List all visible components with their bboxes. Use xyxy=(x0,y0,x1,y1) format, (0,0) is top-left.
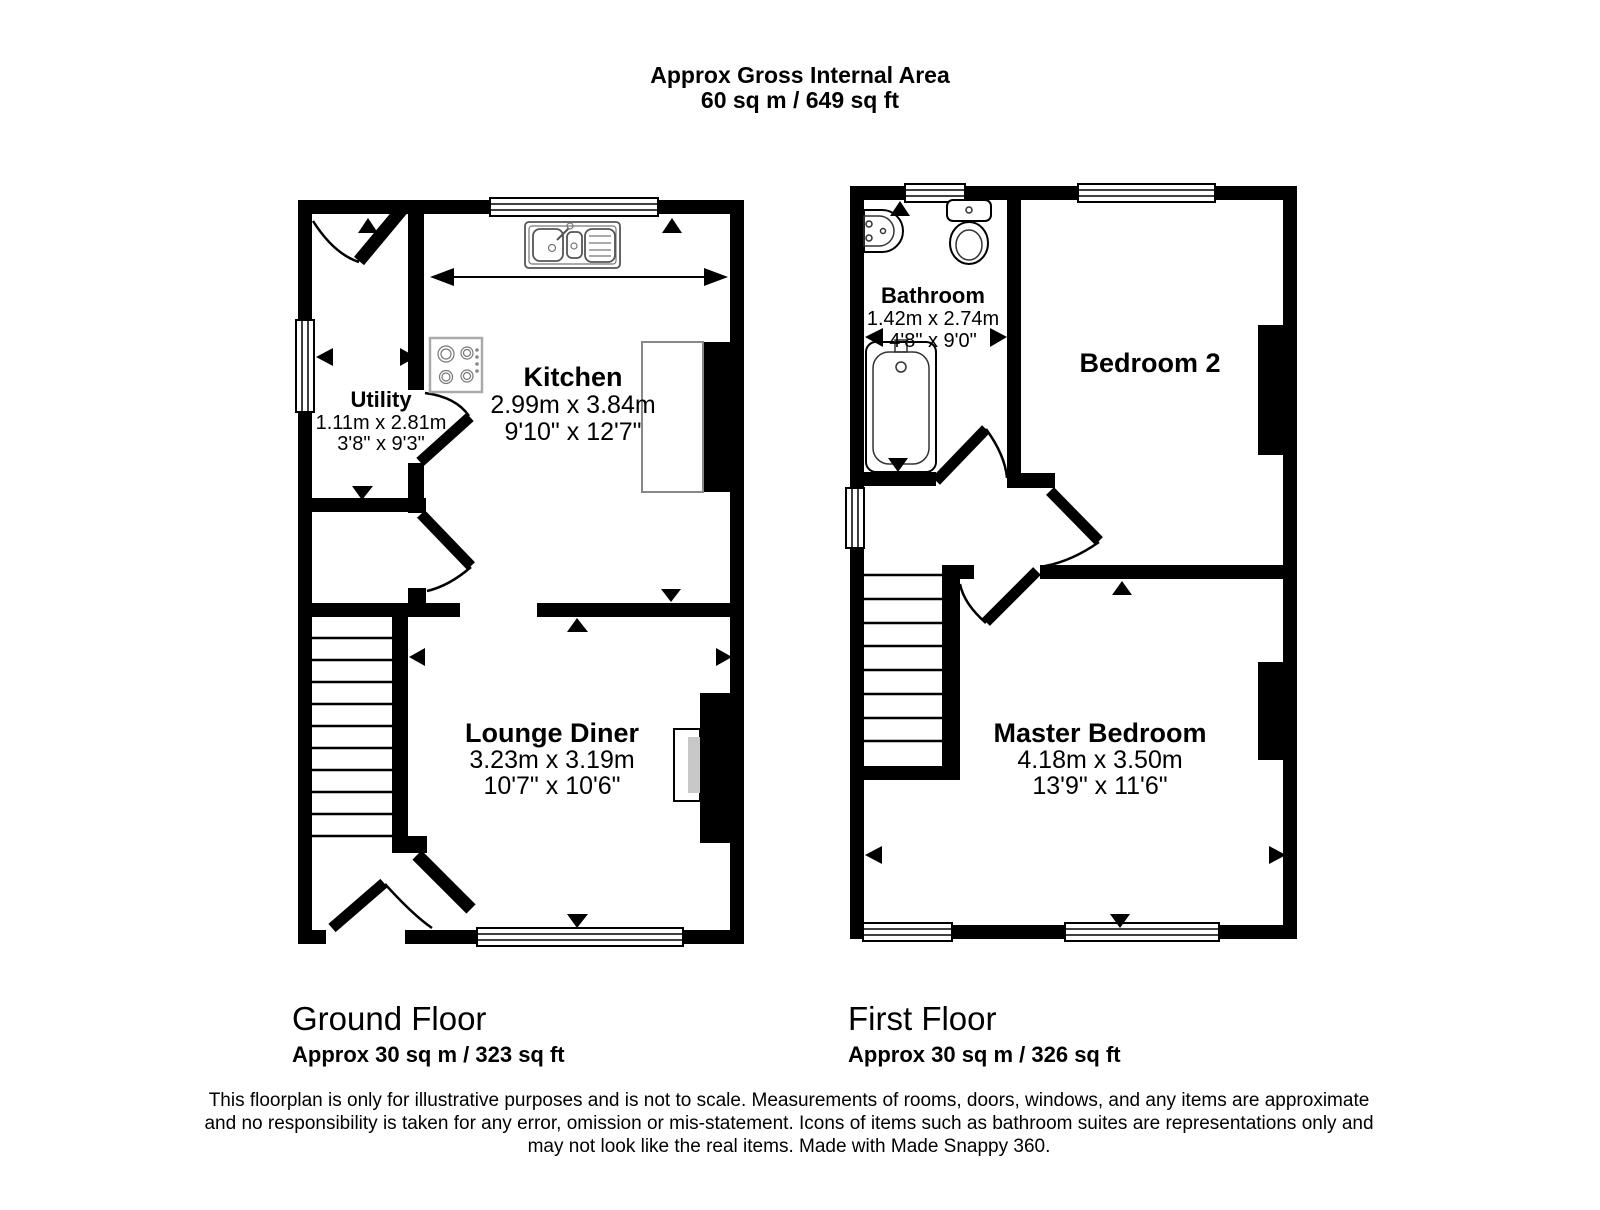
wall-segment xyxy=(1007,200,1021,488)
hob-icon xyxy=(430,338,482,392)
ground-floor-stairs xyxy=(312,638,392,836)
master-metric: 4.18m x 3.50m xyxy=(1017,746,1183,774)
master-window-left xyxy=(863,923,952,941)
kitchen-sink-icon xyxy=(525,222,620,268)
up-triangle xyxy=(890,201,910,216)
ground-floor-windows xyxy=(296,198,683,946)
bathroom-imperial: 4'8" x 9'0" xyxy=(889,330,977,352)
basin-icon xyxy=(864,210,903,252)
kitchen-window xyxy=(490,198,658,216)
bathroom-metric: 1.42m x 2.74m xyxy=(866,308,1000,330)
right-triangle xyxy=(716,648,732,666)
lounge-window xyxy=(477,928,683,946)
kitchen-dimension-arrow xyxy=(430,268,728,286)
lounge-metric: 3.23m x 3.19m xyxy=(469,746,635,774)
ground-floor-title: Ground Floor xyxy=(292,1000,487,1037)
gross-area-value: 60 sq m / 649 sq ft xyxy=(700,87,900,113)
ground-floor-arrows xyxy=(316,218,732,928)
lounge-imperial: 10'7" x 10'6" xyxy=(483,772,621,800)
kitchen-chimney-breast xyxy=(703,342,730,492)
down-triangle xyxy=(352,486,373,500)
left-triangle xyxy=(865,846,882,864)
disclaimer-line3: may not look like the real items. Made with Made Snappy 360. xyxy=(527,1136,1051,1157)
wall-segment xyxy=(852,766,960,780)
wall-segment xyxy=(408,200,424,390)
wall-segment xyxy=(298,200,312,944)
wall-segment xyxy=(850,186,864,939)
bedroom2-window xyxy=(1078,184,1215,202)
utility-metric: 1.11m x 2.81m xyxy=(315,412,447,434)
bathroom-door xyxy=(936,429,1007,481)
angled-wall xyxy=(417,855,471,909)
lounge-door xyxy=(421,514,471,591)
right-triangle xyxy=(990,328,1007,347)
bedroom2-label: Bedroom 2 xyxy=(1079,348,1221,378)
wall-segment xyxy=(392,836,427,853)
first-floor-plan xyxy=(846,184,1297,941)
disclaimer xyxy=(204,1090,1373,1157)
master-window-right xyxy=(1065,923,1219,941)
wall-segment xyxy=(537,603,730,617)
wall-segment xyxy=(312,498,426,512)
bathtub-icon xyxy=(866,340,936,472)
header xyxy=(650,62,950,113)
utility-back-door xyxy=(313,207,404,262)
disclaimer-line2: and no responsibility is taken for any error, omission or mis-statement. Icons of items such as bathroom suites are representations only and xyxy=(204,1113,1374,1134)
down-triangle xyxy=(567,914,588,928)
disclaimer-line1: This floorplan is only for illustrative purposes and is not to scale. Measurements of rooms, doors, windows, and any items are approximate xyxy=(208,1090,1370,1111)
master-imperial: 13'9" x 11'6" xyxy=(1032,772,1168,800)
stairwell-wall xyxy=(942,565,960,780)
footer xyxy=(292,1000,1121,1067)
lounge-label: Lounge Diner xyxy=(465,718,639,748)
up-triangle xyxy=(1112,581,1132,595)
first-floor-title: First Floor xyxy=(848,1000,997,1037)
down-triangle xyxy=(661,589,681,602)
up-triangle xyxy=(662,218,682,233)
fireplace-icon xyxy=(674,729,700,801)
first-floor-area: Approx 30 sq m / 326 sq ft xyxy=(848,1042,1121,1067)
wall-segment xyxy=(1283,186,1297,939)
wall-segment xyxy=(408,588,426,603)
left-triangle xyxy=(316,348,333,366)
lounge-chimney-breast xyxy=(700,693,730,843)
first-floor-stairs xyxy=(864,575,942,741)
bedroom2-chimney-breast xyxy=(1258,325,1283,455)
wall-segment xyxy=(312,603,460,617)
wall-segment xyxy=(1040,565,1297,579)
wall-segment xyxy=(730,200,744,944)
kitchen-metric: 2.99m x 3.84m xyxy=(490,391,656,419)
kitchen-label: Kitchen xyxy=(523,362,623,392)
bedroom2-door xyxy=(1045,491,1099,566)
up-triangle xyxy=(358,218,378,233)
utility-label: Utility xyxy=(350,387,412,412)
toilet-icon xyxy=(947,200,991,264)
up-triangle xyxy=(567,618,588,632)
ground-floor-area: Approx 30 sq m / 323 sq ft xyxy=(292,1042,565,1067)
ground-floor-plan xyxy=(296,198,744,946)
wall-segment xyxy=(1021,473,1055,488)
left-triangle xyxy=(409,648,425,666)
master-label: Master Bedroom xyxy=(993,718,1207,748)
ground-floor-walls xyxy=(298,200,744,944)
kitchen-imperial: 9'10" x 12'7" xyxy=(504,418,642,446)
master-chimney-breast xyxy=(1258,662,1283,760)
stairwell-wall xyxy=(392,617,408,853)
gross-area-title: Approx Gross Internal Area xyxy=(650,62,950,88)
utility-imperial: 3'8" x 9'3" xyxy=(337,433,425,455)
wall-segment xyxy=(960,565,974,579)
landing-window xyxy=(846,488,864,548)
ground-floor-labels xyxy=(316,362,656,800)
wall-segment xyxy=(864,472,936,486)
bathroom-label: Bathroom xyxy=(881,283,985,308)
utility-window xyxy=(296,320,314,412)
